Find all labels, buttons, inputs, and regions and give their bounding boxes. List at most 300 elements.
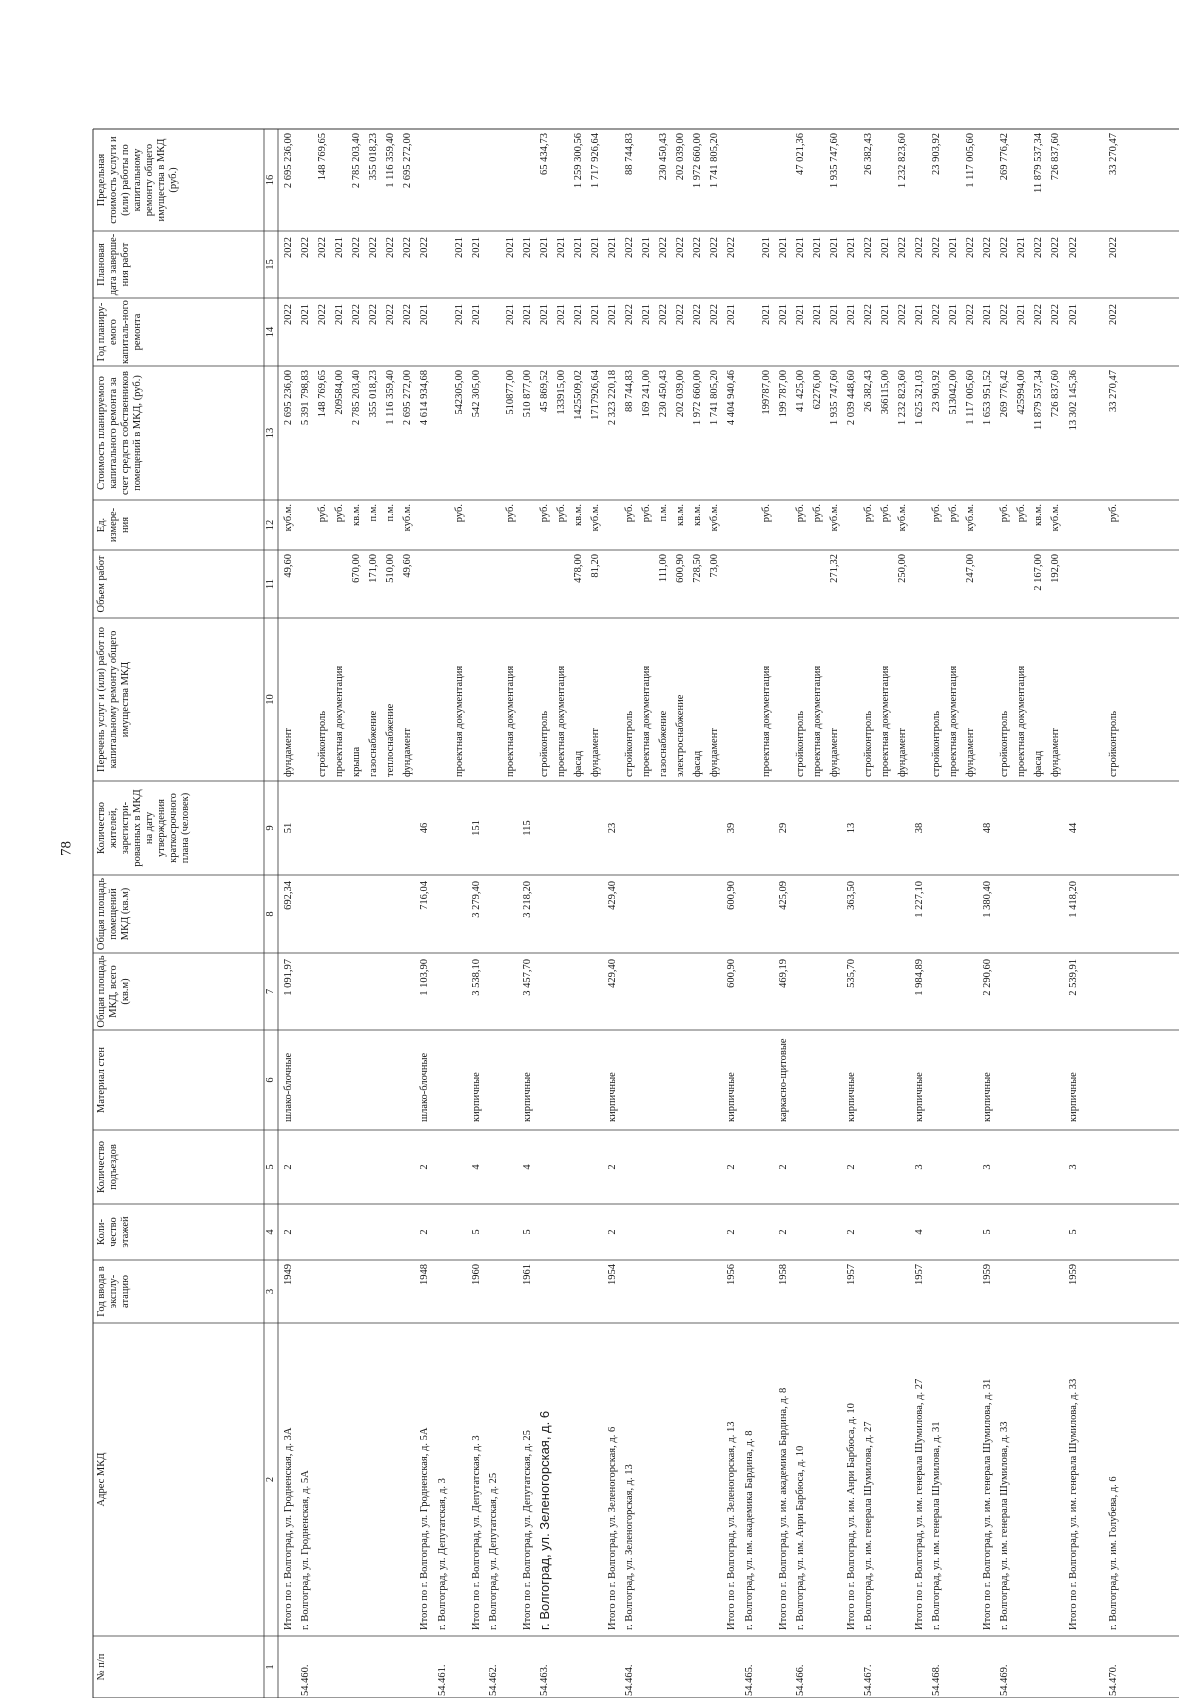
- cell-end-date: 2022: [402, 237, 413, 258]
- cell-entrances: 4: [522, 1164, 533, 1170]
- cell-end-date: 2021: [778, 237, 789, 258]
- cell-premises-area: 716,04: [419, 881, 430, 910]
- cell-end-date: 2022: [692, 237, 703, 258]
- cell-plan-year: 2022: [965, 304, 976, 325]
- cell-cost: 2 323 220,18: [607, 370, 618, 426]
- cell-end-date: 2022: [419, 237, 430, 258]
- cell-volume: 670,00: [351, 554, 362, 583]
- cell-plan-year: 2021: [982, 304, 993, 325]
- header-cell-9: Количество жителей, зарегистри-рованных в МКД на дату утверждения краткосрочного плана (человек): [96, 789, 191, 867]
- column-number-4: 4: [265, 1229, 276, 1235]
- cell-entrances: 2: [419, 1164, 430, 1170]
- cell-total-area: 3 457,70: [522, 959, 533, 996]
- cell-residents: 46: [419, 822, 430, 834]
- capital-repair-table: [87, 40, 1187, 1698]
- header-cell-8: Общая площадь помещений МКД (кв.м): [96, 877, 131, 951]
- cell-end-date: 2022: [385, 237, 396, 258]
- cell-address: Итого по г. Волгоград, ул. им. генерала Шумилова, д. 31: [982, 1378, 993, 1630]
- cell-num: 54.462.: [488, 1664, 499, 1696]
- cell-max-cost: 2 695 236,00: [283, 133, 294, 189]
- cell-work: проектная документация: [454, 665, 465, 777]
- cell-cost: 510877,00: [505, 370, 516, 415]
- cell-address: Итого по г. Волгоград, ул. Зеленогорская, д. 6: [607, 1426, 618, 1630]
- cell-cost: 199 787,00: [778, 370, 789, 418]
- column-number-15: 15: [265, 259, 276, 270]
- cell-floors: 5: [522, 1229, 533, 1235]
- cell-unit: руб.: [1016, 504, 1027, 523]
- cell-volume: 73,00: [709, 554, 720, 578]
- cell-cost: 1 653 951,52: [982, 370, 993, 426]
- cell-end-date: 2021: [829, 237, 840, 258]
- cell-plan-year: 2021: [522, 304, 533, 325]
- cell-work: стройконтроль: [931, 710, 942, 777]
- cell-num: 54.466.: [795, 1664, 806, 1696]
- cell-plan-year: 2022: [402, 304, 413, 325]
- cell-work: фундамент: [590, 728, 601, 777]
- cell-plan-year: 2021: [1016, 304, 1027, 325]
- cell-end-date: 2021: [607, 237, 618, 258]
- cell-unit: кв.м.: [675, 504, 686, 526]
- cell-work: газоснабжение: [658, 710, 669, 777]
- cell-unit: п.м.: [658, 504, 669, 522]
- cell-end-date: 2022: [931, 237, 942, 258]
- cell-num: 54.464.: [624, 1664, 635, 1696]
- column-number-1: 1: [265, 1664, 276, 1670]
- cell-end-date: 2022: [624, 237, 635, 258]
- cell-material: шлако-блочные: [283, 1052, 294, 1122]
- cell-plan-year: 2022: [385, 304, 396, 325]
- cell-floors: 2: [419, 1229, 430, 1235]
- cell-cost: 199787,00: [761, 370, 772, 415]
- header-cell-13: Стоимость планируемого капитального ремонта за счет средств собственников помещений в МКД, (руб.): [96, 371, 143, 495]
- cell-floors: 2: [846, 1229, 857, 1235]
- cell-residents: 29: [778, 822, 789, 834]
- column-number-2: 2: [265, 1476, 276, 1483]
- cell-unit: руб.: [454, 504, 465, 523]
- cell-unit: руб.: [948, 504, 959, 523]
- column-number-16: 16: [265, 174, 276, 186]
- cell-work: проектная документация: [948, 665, 959, 777]
- cell-end-date: 2022: [914, 237, 925, 258]
- cell-work: фундамент: [709, 728, 720, 777]
- cell-unit: куб.м.: [965, 504, 976, 532]
- cell-end-date: 2022: [351, 237, 362, 258]
- cell-entrances: 2: [726, 1164, 737, 1170]
- cell-work: газоснабжение: [368, 710, 379, 777]
- cell-unit: куб.м.: [590, 504, 601, 532]
- cell-max-cost: 1 717 926,64: [590, 133, 601, 189]
- cell-cost: 355 018,23: [368, 370, 379, 418]
- cell-unit: кв.м.: [692, 504, 703, 526]
- column-number-7: 7: [265, 988, 276, 995]
- cell-year: 1961: [522, 1264, 533, 1285]
- cell-unit: кв.м.: [1033, 504, 1044, 526]
- cell-material: кирпичные: [726, 1072, 737, 1122]
- cell-plan-year: 2022: [1050, 304, 1061, 325]
- column-number-3: 3: [265, 1288, 276, 1295]
- cell-plan-year: 2022: [1033, 304, 1044, 325]
- cell-end-date: 2022: [1108, 237, 1119, 258]
- column-number-14: 14: [265, 326, 276, 338]
- cell-residents: 39: [726, 822, 737, 834]
- cell-volume: 2 167,00: [1033, 554, 1044, 591]
- cell-work: проектная документация: [1016, 665, 1027, 777]
- cell-max-cost: 269 776,42: [999, 133, 1010, 181]
- cell-plan-year: 2021: [846, 304, 857, 325]
- column-number-9: 9: [265, 825, 276, 831]
- cell-material: каркасно-щитовые: [778, 1038, 789, 1122]
- cell-total-area: 535,70: [846, 959, 857, 988]
- cell-plan-year: 2022: [863, 304, 874, 325]
- cell-total-area: 429,40: [607, 959, 618, 988]
- cell-max-cost: 148 769,65: [317, 133, 328, 181]
- cell-max-cost: 1 232 823,60: [897, 133, 908, 189]
- cell-address: г. Волгоград, ул. им. Голубева, д. 6: [1108, 1476, 1119, 1630]
- cell-address: г. Волгоград, ул. им. генерала Шумилова, д. 27: [863, 1421, 874, 1630]
- cell-end-date: 2022: [863, 237, 874, 258]
- cell-cost: 269 776,42: [999, 370, 1010, 418]
- cell-unit: куб.м.: [283, 504, 294, 532]
- cell-residents: 51: [283, 822, 294, 834]
- cell-cost: 1 625 321,03: [914, 370, 925, 426]
- cell-unit: руб.: [880, 504, 891, 523]
- cell-material: шлако-блочные: [419, 1052, 430, 1122]
- cell-plan-year: 2021: [761, 304, 772, 325]
- cell-unit: руб.: [641, 504, 652, 523]
- cell-premises-area: 1 418,20: [1068, 881, 1079, 918]
- cell-max-cost: 726 837,60: [1050, 133, 1061, 181]
- cell-num: 54.461.: [437, 1664, 448, 1696]
- cell-end-date: 2021: [812, 237, 823, 258]
- cell-year: 1959: [982, 1264, 993, 1285]
- column-number-10: 10: [265, 694, 276, 705]
- cell-cost: 33 270,47: [1108, 370, 1119, 412]
- cell-plan-year: 2021: [334, 304, 345, 325]
- cell-num: 54.470.: [1108, 1664, 1119, 1696]
- cell-floors: 2: [726, 1229, 737, 1235]
- cell-plan-year: 2022: [283, 304, 294, 325]
- cell-end-date: 2021: [795, 237, 806, 258]
- cell-unit: руб.: [624, 504, 635, 523]
- cell-unit: куб.м.: [1050, 504, 1061, 532]
- cell-address: Итого по г. Волгоград, ул. Гродненская, д. 3А: [283, 1427, 294, 1630]
- cell-max-cost: 1 741 805,20: [709, 133, 720, 189]
- cell-cost: 169 241,00: [641, 370, 652, 418]
- cell-max-cost: 2 785 203,40: [351, 133, 362, 189]
- cell-entrances: 2: [283, 1164, 294, 1170]
- cell-plan-year: 2021: [539, 304, 550, 325]
- cell-floors: 5: [471, 1229, 482, 1235]
- cell-cost: 510 877,00: [522, 370, 533, 418]
- cell-plan-year: 2022: [1108, 304, 1119, 325]
- cell-cost: 148 769,65: [317, 370, 328, 418]
- cell-cost: 2 785 203,40: [351, 370, 362, 426]
- cell-work: стройконтроль: [795, 710, 806, 777]
- cell-end-date: 2022: [982, 237, 993, 258]
- cell-premises-area: 1 227,10: [914, 881, 925, 918]
- cell-cost: 1 972 660,00: [692, 370, 703, 426]
- cell-unit: руб.: [761, 504, 772, 523]
- cell-volume: 600,90: [675, 554, 686, 583]
- cell-unit: руб.: [863, 504, 874, 523]
- cell-cost: 542305,00: [454, 370, 465, 415]
- cell-volume: 247,00: [965, 554, 976, 583]
- cell-end-date: 2022: [658, 237, 669, 258]
- cell-cost: 45 869,52: [539, 370, 550, 412]
- cell-max-cost: 1 935 747,60: [829, 133, 840, 189]
- cell-premises-area: 3 279,40: [471, 881, 482, 918]
- cell-total-area: 600,90: [726, 959, 737, 988]
- cell-unit: куб.м.: [829, 504, 840, 532]
- cell-year: 1957: [846, 1264, 857, 1285]
- cell-end-date: 2021: [334, 237, 345, 258]
- cell-work: проектная документация: [334, 665, 345, 777]
- cell-plan-year: 2021: [880, 304, 891, 325]
- cell-work: электроснабжение: [675, 694, 686, 777]
- cell-residents: 151: [471, 820, 482, 836]
- cell-num: 54.469.: [999, 1664, 1010, 1696]
- cell-cost: 1717926,64: [590, 370, 601, 420]
- cell-premises-area: 3 218,20: [522, 881, 533, 918]
- cell-premises-area: 425,09: [778, 881, 789, 910]
- cell-floors: 5: [1068, 1229, 1079, 1235]
- cell-plan-year: 2022: [897, 304, 908, 325]
- cell-end-date: 2022: [1068, 237, 1079, 258]
- cell-floors: 5: [982, 1229, 993, 1235]
- cell-cost: 726 837,60: [1050, 370, 1061, 418]
- cell-cost: 202 039,00: [675, 370, 686, 418]
- cell-total-area: 469,19: [778, 959, 789, 988]
- cell-plan-year: 2021: [948, 304, 959, 325]
- cell-cost: 11 879 537,34: [1033, 370, 1044, 430]
- cell-floors: 2: [778, 1229, 789, 1235]
- cell-plan-year: 2022: [658, 304, 669, 325]
- cell-year: 1956: [726, 1264, 737, 1285]
- cell-end-date: 2022: [368, 237, 379, 258]
- cell-address: г. Волгоград, ул. Депутатская, д. 3: [437, 1478, 448, 1630]
- cell-volume: 728,50: [692, 554, 703, 583]
- header-cell-2: Адрес МКД: [96, 1452, 107, 1507]
- cell-plan-year: 2021: [300, 304, 311, 325]
- cell-entrances: 2: [846, 1164, 857, 1170]
- cell-num: 54.463.: [539, 1664, 550, 1696]
- cell-end-date: 2021: [590, 237, 601, 258]
- cell-year: 1948: [419, 1264, 430, 1285]
- cell-plan-year: 2021: [573, 304, 584, 325]
- header-cell-10: Перечень услуг и (или) работ по капитальному ремонту общего имущества МКД: [96, 627, 131, 772]
- cell-max-cost: 47 021,36: [795, 133, 806, 175]
- cell-plan-year: 2021: [914, 304, 925, 325]
- header-cell-1: № п/п: [96, 1653, 107, 1681]
- cell-cost: 13 302 145,36: [1068, 370, 1079, 431]
- header-cell-3: Год ввода в эксплу-атацию: [96, 1266, 131, 1317]
- header-cell-12: Ед. измере-ния: [96, 507, 131, 543]
- cell-unit: п.м.: [385, 504, 396, 522]
- cell-unit: руб.: [539, 504, 550, 523]
- cell-entrances: 3: [1068, 1164, 1079, 1170]
- cell-address: г. Волгоград, ул. Зеленогорская, д. 13: [624, 1464, 635, 1630]
- header-cell-4: Коли-чество этажей: [96, 1216, 131, 1248]
- cell-work: стройконтроль: [863, 710, 874, 777]
- header-cell-14: Год планиру-емого капиталь-ного ремонта: [96, 300, 143, 364]
- cell-plan-year: 2022: [675, 304, 686, 325]
- cell-max-cost: 1 972 660,00: [692, 133, 703, 189]
- cell-work: стройконтроль: [1108, 710, 1119, 777]
- cell-address: г. Волгоград, ул. им. генерала Шумилова, д. 33: [999, 1421, 1010, 1630]
- cell-material: кирпичные: [846, 1072, 857, 1122]
- cell-max-cost: 23 903,92: [931, 133, 942, 175]
- cell-cost: 41 425,00: [795, 370, 806, 412]
- cell-max-cost: 26 382,43: [863, 133, 874, 175]
- cell-cost: 542 305,00: [471, 370, 482, 418]
- header-cell-11: Объем работ: [96, 555, 107, 613]
- cell-plan-year: 2022: [709, 304, 720, 325]
- cell-address: Итого по г. Волгоград, ул. Депутатская, д. 3: [471, 1435, 482, 1630]
- cell-plan-year: 2022: [931, 304, 942, 325]
- cell-work: фундамент: [897, 728, 908, 777]
- cell-cost: 513042,00: [948, 370, 959, 415]
- cell-end-date: 2022: [709, 237, 720, 258]
- cell-residents: 38: [914, 822, 925, 834]
- cell-entrances: 2: [778, 1164, 789, 1170]
- cell-cost: 366115,00: [880, 370, 891, 415]
- cell-num: 54.467.: [863, 1664, 874, 1696]
- cell-residents: 115: [522, 820, 533, 836]
- cell-premises-area: 692,34: [283, 881, 294, 910]
- cell-work: фундамент: [965, 728, 976, 777]
- cell-volume: 111,00: [658, 554, 669, 583]
- cell-end-date: 2022: [317, 237, 328, 258]
- cell-end-date: 2022: [675, 237, 686, 258]
- cell-work: проектная документация: [641, 665, 652, 777]
- cell-plan-year: 2021: [641, 304, 652, 325]
- cell-year: 1949: [283, 1264, 294, 1285]
- cell-cost: 62276,00: [812, 370, 823, 410]
- cell-work: фасад: [692, 750, 703, 777]
- cell-cost: 1425509,02: [573, 370, 584, 420]
- cell-residents: 48: [982, 822, 993, 834]
- column-number-6: 6: [265, 1077, 276, 1083]
- cell-plan-year: 2021: [590, 304, 601, 325]
- cell-max-cost: 202 039,00: [675, 133, 686, 181]
- cell-end-date: 2022: [1033, 237, 1044, 258]
- cell-address: Итого по г. Волгоград, ул. им. академика Бардина, д. 8: [778, 1387, 789, 1630]
- cell-end-date: 2022: [897, 237, 908, 258]
- cell-unit: руб.: [556, 504, 567, 523]
- cell-plan-year: 2021: [778, 304, 789, 325]
- cell-address: г. Волгоград, ул. им. Анри Барбюса, д. 10: [795, 1445, 806, 1630]
- cell-max-cost: 1 116 359,40: [385, 133, 396, 188]
- cell-year: 1960: [471, 1264, 482, 1285]
- cell-plan-year: 2021: [812, 304, 823, 325]
- cell-volume: 271,32: [829, 554, 840, 583]
- cell-end-date: 2022: [300, 237, 311, 258]
- cell-end-date: 2021: [880, 237, 891, 258]
- cell-cost: 230 450,43: [658, 370, 669, 418]
- cell-num: 54.465.: [744, 1664, 755, 1696]
- cell-premises-area: 429,40: [607, 881, 618, 910]
- cell-material: кирпичные: [914, 1072, 925, 1122]
- cell-address: г. Волгоград, ул. Депутатская, д. 25: [488, 1472, 499, 1630]
- cell-cost: 5 391 798,83: [300, 370, 311, 426]
- cell-volume: 81,20: [590, 554, 601, 578]
- cell-num: 54.468.: [931, 1664, 942, 1696]
- cell-work: фундамент: [402, 728, 413, 777]
- cell-cost: 133915,00: [556, 370, 567, 415]
- cell-work: крыша: [351, 746, 362, 777]
- cell-address: г. Волгоград, ул. им. генерала Шумилова, д. 31: [931, 1421, 942, 1630]
- cell-end-date: 2021: [454, 237, 465, 258]
- header-cell-6: Материал стен: [96, 1047, 107, 1113]
- cell-unit: куб.м.: [897, 504, 908, 532]
- cell-total-area: 1 984,89: [914, 959, 925, 996]
- cell-max-cost: 2 695 272,00: [402, 133, 413, 189]
- column-number-13: 13: [265, 427, 276, 439]
- cell-volume: 49,60: [402, 554, 413, 578]
- cell-year: 1958: [778, 1264, 789, 1285]
- cell-address: г. Волгоград, ул. Зеленогорская, д. 6: [537, 1410, 552, 1630]
- cell-entrances: 2: [607, 1164, 618, 1170]
- cell-unit: руб.: [931, 504, 942, 523]
- cell-plan-year: 2022: [999, 304, 1010, 325]
- cell-cost: 1 117 005,60: [965, 370, 976, 425]
- cell-work: фундамент: [283, 728, 294, 777]
- cell-unit: руб.: [999, 504, 1010, 523]
- cell-unit: руб.: [795, 504, 806, 523]
- cell-volume: 192,00: [1050, 554, 1061, 583]
- page-number: 78: [58, 841, 75, 856]
- cell-unit: куб.м.: [709, 504, 720, 532]
- column-number-5: 5: [265, 1164, 276, 1170]
- column-number-8: 8: [265, 911, 276, 917]
- cell-residents: 44: [1068, 822, 1079, 834]
- cell-work: фасад: [1033, 750, 1044, 777]
- cell-plan-year: 2021: [505, 304, 516, 325]
- cell-plan-year: 2022: [692, 304, 703, 325]
- cell-end-date: 2022: [1050, 237, 1061, 258]
- cell-work: стройконтроль: [624, 710, 635, 777]
- cell-work: фундамент: [829, 728, 840, 777]
- header-cell-15: Плановая дата заверше-ния работ: [96, 233, 131, 296]
- cell-cost: 1 935 747,60: [829, 370, 840, 426]
- cell-end-date: 2021: [471, 237, 482, 258]
- cell-work: стройконтроль: [999, 710, 1010, 777]
- cell-total-area: 2 290,60: [982, 959, 993, 996]
- header-cell-16: Предельная стоимость услуги и (или) работы по капитальному ремонту общего имущества в МКД (руб.): [96, 136, 179, 224]
- cell-cost: 2 039 448,60: [846, 370, 857, 426]
- cell-unit: руб.: [334, 504, 345, 523]
- cell-max-cost: 33 270,47: [1108, 133, 1119, 175]
- cell-end-date: 2021: [761, 237, 772, 258]
- cell-total-area: 2 539,91: [1068, 959, 1079, 996]
- cell-plan-year: 2021: [607, 304, 618, 325]
- cell-unit: руб.: [317, 504, 328, 523]
- cell-end-date: 2021: [539, 237, 550, 258]
- cell-floors: 2: [283, 1229, 294, 1235]
- cell-plan-year: 2022: [317, 304, 328, 325]
- cell-cost: 26 382,43: [863, 370, 874, 412]
- cell-cost: 1 116 359,40: [385, 370, 396, 425]
- cell-address: Итого по г. Волгоград, ул. Зеленогорская, д. 13: [726, 1421, 737, 1630]
- cell-residents: 23: [607, 822, 618, 834]
- cell-address: г. Волгоград, ул. Гродненская, д. 5А: [300, 1470, 311, 1630]
- cell-premises-area: 600,90: [726, 881, 737, 910]
- cell-volume: 171,00: [368, 554, 379, 583]
- cell-work: стройконтроль: [539, 710, 550, 777]
- cell-unit: кв.м.: [573, 504, 584, 526]
- cell-cost: 2 695 272,00: [402, 370, 413, 426]
- cell-work: теплоснабжение: [385, 703, 396, 777]
